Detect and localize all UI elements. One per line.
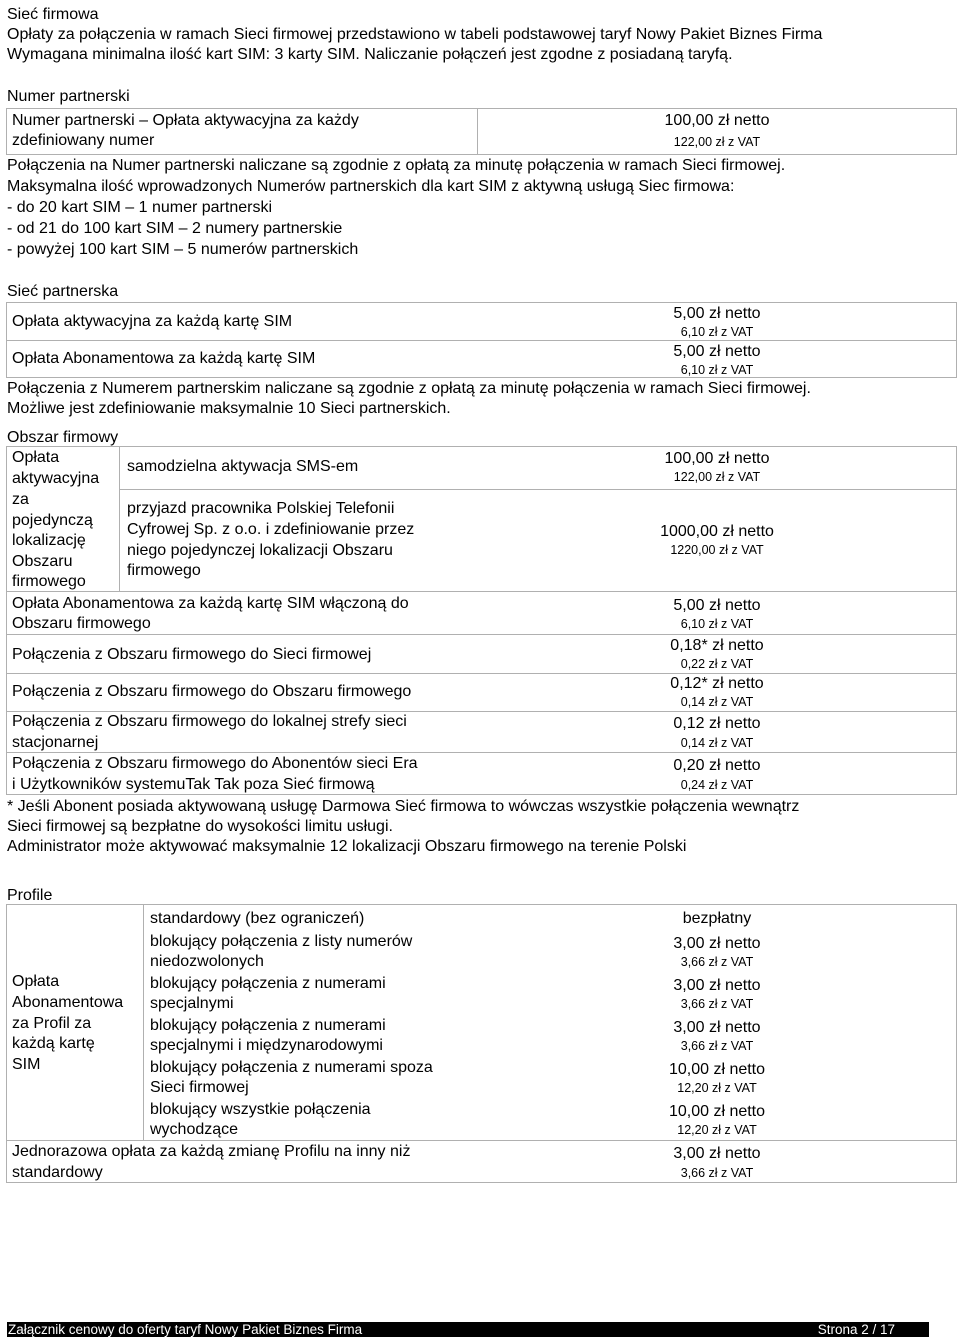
profile-row-label: blokujący wszystkie połączenia — [150, 1101, 371, 1118]
table-row-label: Opłata Abonamentowa za każdą kartę SIM — [12, 350, 316, 367]
worker-activation-label: Cyfrowej Sp. z o.o. i zdefiniowanie przez — [127, 521, 415, 538]
price-net: 0,18* zł netto — [670, 637, 764, 654]
profile-row-label: blokujący połączenia z listy numerów — [150, 933, 413, 950]
admin-note: Administrator może aktywować maksymalnie 12 lokalizacji Obszaru firmowego na terenie Polski — [7, 838, 687, 855]
siec-note-2: Możliwe jest zdefiniowanie maksymalnie 10 Sieci partnerskich. — [7, 400, 451, 417]
table-border — [6, 904, 957, 905]
table-border — [143, 904, 144, 1141]
price-net: 3,00 zł netto — [673, 977, 761, 994]
price-vat: 122,00 zł z VAT — [673, 470, 761, 484]
table-row-label: Połączenia z Obszaru firmowego do Sieci firmowej — [12, 646, 372, 663]
price-net: 0,12* zł netto — [670, 675, 764, 692]
table-border — [6, 154, 957, 155]
numer-partnerski-title: Numer partnerski — [7, 88, 130, 105]
price-vat: 3,66 zł z VAT — [680, 955, 754, 969]
table-row-label: Opłata aktywacyjna za każdą kartę SIM — [12, 313, 293, 330]
price-vat: 6,10 zł z VAT — [680, 363, 754, 377]
table-border — [6, 302, 957, 303]
worker-activation-label: niego pojedynczej lokalizacji Obszaru — [127, 542, 393, 559]
worker-activation-label: firmowego — [127, 562, 201, 579]
price-net: 5,00 zł netto — [673, 343, 761, 360]
profile-row-label: specjalnymi — [150, 995, 234, 1012]
price-net: 1000,00 zł netto — [660, 523, 774, 540]
partner-max-line: Maksymalna ilość wprowadzonych Numerów partnerskich dla kart SIM z aktywną usługą Siec firmowa: — [7, 178, 735, 195]
footnote-2: Sieci firmowej są bezpłatne do wysokości limitu usługi. — [7, 818, 393, 835]
price-vat: 122,00 zł z VAT — [673, 135, 761, 149]
table-row-label: Opłata Abonamentowa za każdą kartę SIM włączoną do — [12, 595, 409, 612]
table-row-label: i Użytkowników systemuTak Tak poza Sieć firmową — [12, 776, 375, 793]
intro-line-1: Opłaty za połączenia w ramach Sieci firmowej przedstawiono w tabeli podstawowej taryf Nowy Pakiet Biznes Firma — [7, 26, 823, 43]
profile-change-label: standardowy — [12, 1164, 103, 1181]
price-net: 10,00 zł netto — [668, 1103, 766, 1120]
list-item: - od 21 do 100 kart SIM – 2 numery partnerskie — [7, 220, 343, 237]
price-net: 100,00 zł netto — [664, 112, 770, 129]
table-row-label: Połączenia z Obszaru firmowego do Abonentów sieci Era — [12, 755, 418, 772]
profile-row-label: blokujący połączenia z numerami spoza — [150, 1059, 433, 1076]
obszar-title: Obszar firmowy — [7, 429, 119, 446]
profile-left-label: każdą kartę — [12, 1035, 95, 1052]
list-item: - powyżej 100 kart SIM – 5 numerów partnerskich — [7, 241, 359, 258]
price-vat: 1220,00 zł z VAT — [670, 543, 764, 557]
profile-row-label: specjalnymi i międzynarodowymi — [150, 1037, 383, 1054]
profile-row-label: blokujący połączenia z numerami — [150, 1017, 386, 1034]
price-net: bezpłatny — [682, 910, 752, 927]
table-border — [956, 302, 957, 378]
page-footer — [7, 1322, 929, 1337]
table-border — [119, 446, 120, 592]
partner-number-label-2: zdefiniowany numer — [12, 132, 155, 149]
price-net: 100,00 zł netto — [664, 450, 770, 467]
footer-document-title: Załącznik cenowy do oferty taryf Nowy Pakiet Biznes Firma — [8, 1322, 363, 1337]
price-vat: 3,66 zł z VAT — [680, 1166, 754, 1180]
table-border — [6, 446, 957, 447]
table-border — [477, 108, 478, 155]
profile-title: Profile — [7, 887, 53, 904]
table-border — [119, 489, 957, 490]
price-net: 3,00 zł netto — [673, 1019, 761, 1036]
table-row-label: Połączenia z Obszaru firmowego do lokalnej strefy sieci — [12, 713, 407, 730]
obszar-left-label: lokalizację — [12, 532, 86, 549]
price-vat: 6,10 zł z VAT — [680, 325, 754, 339]
page-title: Sieć firmowa — [7, 6, 99, 23]
table-border — [6, 591, 957, 592]
obszar-left-label: aktywacyjna — [12, 470, 100, 487]
obszar-left-label: pojedynczą — [12, 512, 93, 529]
obszar-left-label: firmowego — [12, 573, 86, 590]
table-row-label: stacjonarnej — [12, 734, 99, 751]
price-vat: 0,14 zł z VAT — [680, 736, 754, 750]
siec-note-1: Połączenia z Numerem partnerskim naliczane są zgodnie z opłatą za minutę połączenia w ramach Sieci firmowej. — [7, 380, 811, 397]
price-net: 5,00 zł netto — [673, 305, 761, 322]
profile-row-label: blokujący połączenia z numerami — [150, 975, 386, 992]
profile-change-label: Jednorazowa opłata za każdą zmianę Profilu na inny niż — [12, 1143, 411, 1160]
profile-row-label: Sieci firmowej — [150, 1079, 249, 1096]
price-net: 5,00 zł netto — [673, 597, 761, 614]
obszar-left-label: Opłata — [12, 449, 60, 466]
obszar-left-label: Obszaru — [12, 553, 73, 570]
table-row-label: Obszaru firmowego — [12, 615, 151, 632]
price-vat: 3,66 zł z VAT — [680, 997, 754, 1011]
table-border — [6, 904, 7, 1183]
price-net: 0,12 zł netto — [673, 715, 761, 732]
footer-page-number: Strona 2 / 17 — [817, 1322, 895, 1337]
price-vat: 3,66 zł z VAT — [680, 1039, 754, 1053]
price-net: 10,00 zł netto — [668, 1061, 766, 1078]
table-border — [956, 108, 957, 155]
price-net: 3,00 zł netto — [673, 1145, 761, 1162]
price-vat: 12,20 zł z VAT — [677, 1123, 757, 1137]
table-row-label: Połączenia z Obszaru firmowego do Obszaru firmowego — [12, 683, 412, 700]
footnote-1: * Jeśli Abonent posiada aktywowaną usługę Darmowa Sieć firmowa to wówczas wszystkie połączenia wewnątrz — [7, 798, 800, 815]
profile-left-label: SIM — [12, 1056, 41, 1073]
intro-line-2: Wymagana minimalna ilość kart SIM: 3 karty SIM. Naliczanie połączeń jest zgodne z posiadaną taryfą. — [7, 46, 733, 63]
profile-row-label: wychodzące — [150, 1121, 239, 1138]
profile-left-label: Opłata — [12, 973, 60, 990]
worker-activation-label: przyjazd pracownika Polskiej Telefonii — [127, 500, 395, 517]
price-vat: 0,22 zł z VAT — [680, 657, 754, 671]
list-item: - do 20 kart SIM – 1 numer partnerski — [7, 199, 272, 216]
partner-number-label: Numer partnerski – Opłata aktywacyjna za każdy — [12, 112, 359, 129]
price-vat: 12,20 zł z VAT — [677, 1081, 757, 1095]
table-border — [6, 108, 957, 109]
price-vat: 0,24 zł z VAT — [680, 778, 754, 792]
siec-partnerska-title: Sieć partnerska — [7, 283, 119, 300]
obszar-left-label: za — [12, 491, 29, 508]
table-border — [6, 446, 7, 795]
price-vat: 0,14 zł z VAT — [680, 695, 754, 709]
profile-left-label: za Profil za — [12, 1015, 92, 1032]
partner-note: Połączenia na Numer partnerski naliczane są zgodnie z opłatą za minutę połączenia w ramach Sieci firmowej. — [7, 157, 786, 174]
table-border — [6, 302, 7, 378]
table-border — [956, 446, 957, 795]
profile-row-label: standardowy (bez ograniczeń) — [150, 910, 365, 927]
table-border — [956, 904, 957, 1183]
price-net: 3,00 zł netto — [673, 935, 761, 952]
table-border — [6, 108, 7, 155]
profile-row-label: niedozwolonych — [150, 953, 264, 970]
profile-left-label: Abonamentowa — [12, 994, 124, 1011]
sms-activation-label: samodzielna aktywacja SMS-em — [127, 458, 359, 475]
price-net: 0,20 zł netto — [673, 757, 761, 774]
price-vat: 6,10 zł z VAT — [680, 617, 754, 631]
